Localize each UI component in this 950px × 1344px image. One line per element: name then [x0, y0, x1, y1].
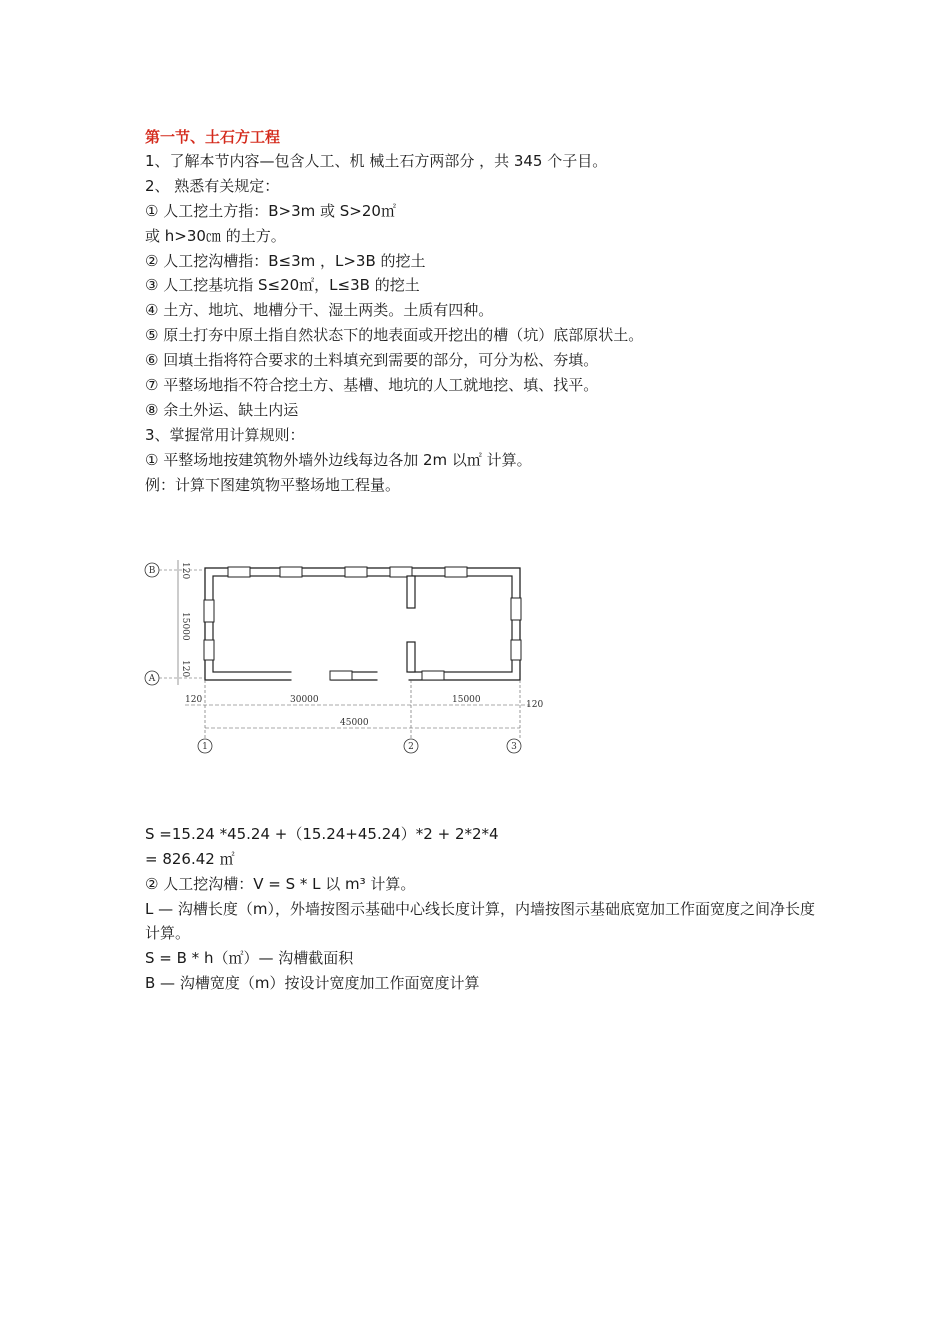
- text-line: 例：计算下图建筑物平整场地工程量。: [145, 476, 401, 494]
- section-title: 第一节、土石方工程: [145, 128, 281, 146]
- axis-3-label: 3: [511, 742, 517, 752]
- text-line: ① 平整场地按建筑物外墙外边线每边各加 2m 以㎡ 计算。: [145, 451, 532, 469]
- inner-wall-outline: [213, 576, 512, 672]
- text-line: 2、 熟悉有关规定：: [145, 177, 280, 195]
- text-line: ③ 人工挖基坑指 S≤20㎡，L≤3B 的挖土: [145, 276, 420, 294]
- outer-wall-outline: [205, 568, 520, 680]
- partition-wall-lower: [407, 642, 415, 672]
- text-line: ⑤ 原土打夯中原土指自然状态下的地表面或开挖出的槽（坑）底部原状土。: [145, 326, 644, 344]
- text-line: = 826.42 ㎡: [145, 850, 235, 868]
- text-line: 3、掌握常用计算规则：: [145, 426, 305, 444]
- axis-2-label: 2: [408, 742, 414, 752]
- text-line: ⑧ 余土外运、缺土内运: [145, 401, 299, 419]
- wall-openings-side: [204, 598, 521, 660]
- dim-left-offset: 120: [185, 695, 203, 705]
- text-line: S =15.24 *45.24 +（15.24+45.24）*2 + 2*2*4: [145, 825, 499, 843]
- axis-b-label: B: [148, 566, 156, 576]
- text-line: ⑦ 平整场地指不符合挖土方、基槽、地坑的人工就地挖、填、找平。: [145, 376, 599, 394]
- text-line: ② 人工挖沟槽：V = S * L 以 m³ 计算。: [145, 875, 416, 893]
- text-line: ⑥ 回填土指将符合要求的土料填充到需要的部分，可分为松、夯填。: [145, 351, 599, 369]
- text-line: ② 人工挖沟槽指：B≤3m ，L>3B 的挖土: [145, 252, 426, 270]
- floor-plan-figure: [140, 540, 550, 765]
- axis-a-label: A: [148, 674, 156, 684]
- dim-right-offset: 120: [526, 700, 544, 710]
- partition-wall-upper: [407, 576, 415, 608]
- text-line: ① 人工挖土方指：B>3m 或 S>20㎡: [145, 202, 396, 220]
- text-paragraph: L — 沟槽长度（m），外墙按图示基础中心线长度计算，内墙按图示基础底宽加工作面宽度之间净长度计算。: [145, 900, 816, 942]
- dim-span-1: 30000: [290, 695, 319, 705]
- text-line: ④ 土方、地坑、地槽分干、湿土两类。土质有四种。: [145, 301, 494, 319]
- floor-plan-drawing: [140, 540, 550, 765]
- dim-top-offset: 120: [180, 562, 190, 580]
- dim-span-2: 15000: [452, 695, 481, 705]
- dim-height: 15000: [180, 612, 190, 641]
- dim-bottom-offset: 120: [180, 660, 190, 678]
- text-line: 1、了解本节内容—包含人工、机 械土石方两部分 ，共 345 个子目。: [145, 152, 608, 170]
- text-line: S = B * h（㎡）— 沟槽截面积: [145, 949, 354, 967]
- axis-1-label: 1: [202, 742, 208, 752]
- dim-total: 45000: [340, 718, 369, 728]
- text-line: B — 沟槽宽度（m）按设计宽度加工作面宽度计算: [145, 974, 480, 992]
- text-line: 或 h>30㎝ 的土方。: [145, 227, 286, 245]
